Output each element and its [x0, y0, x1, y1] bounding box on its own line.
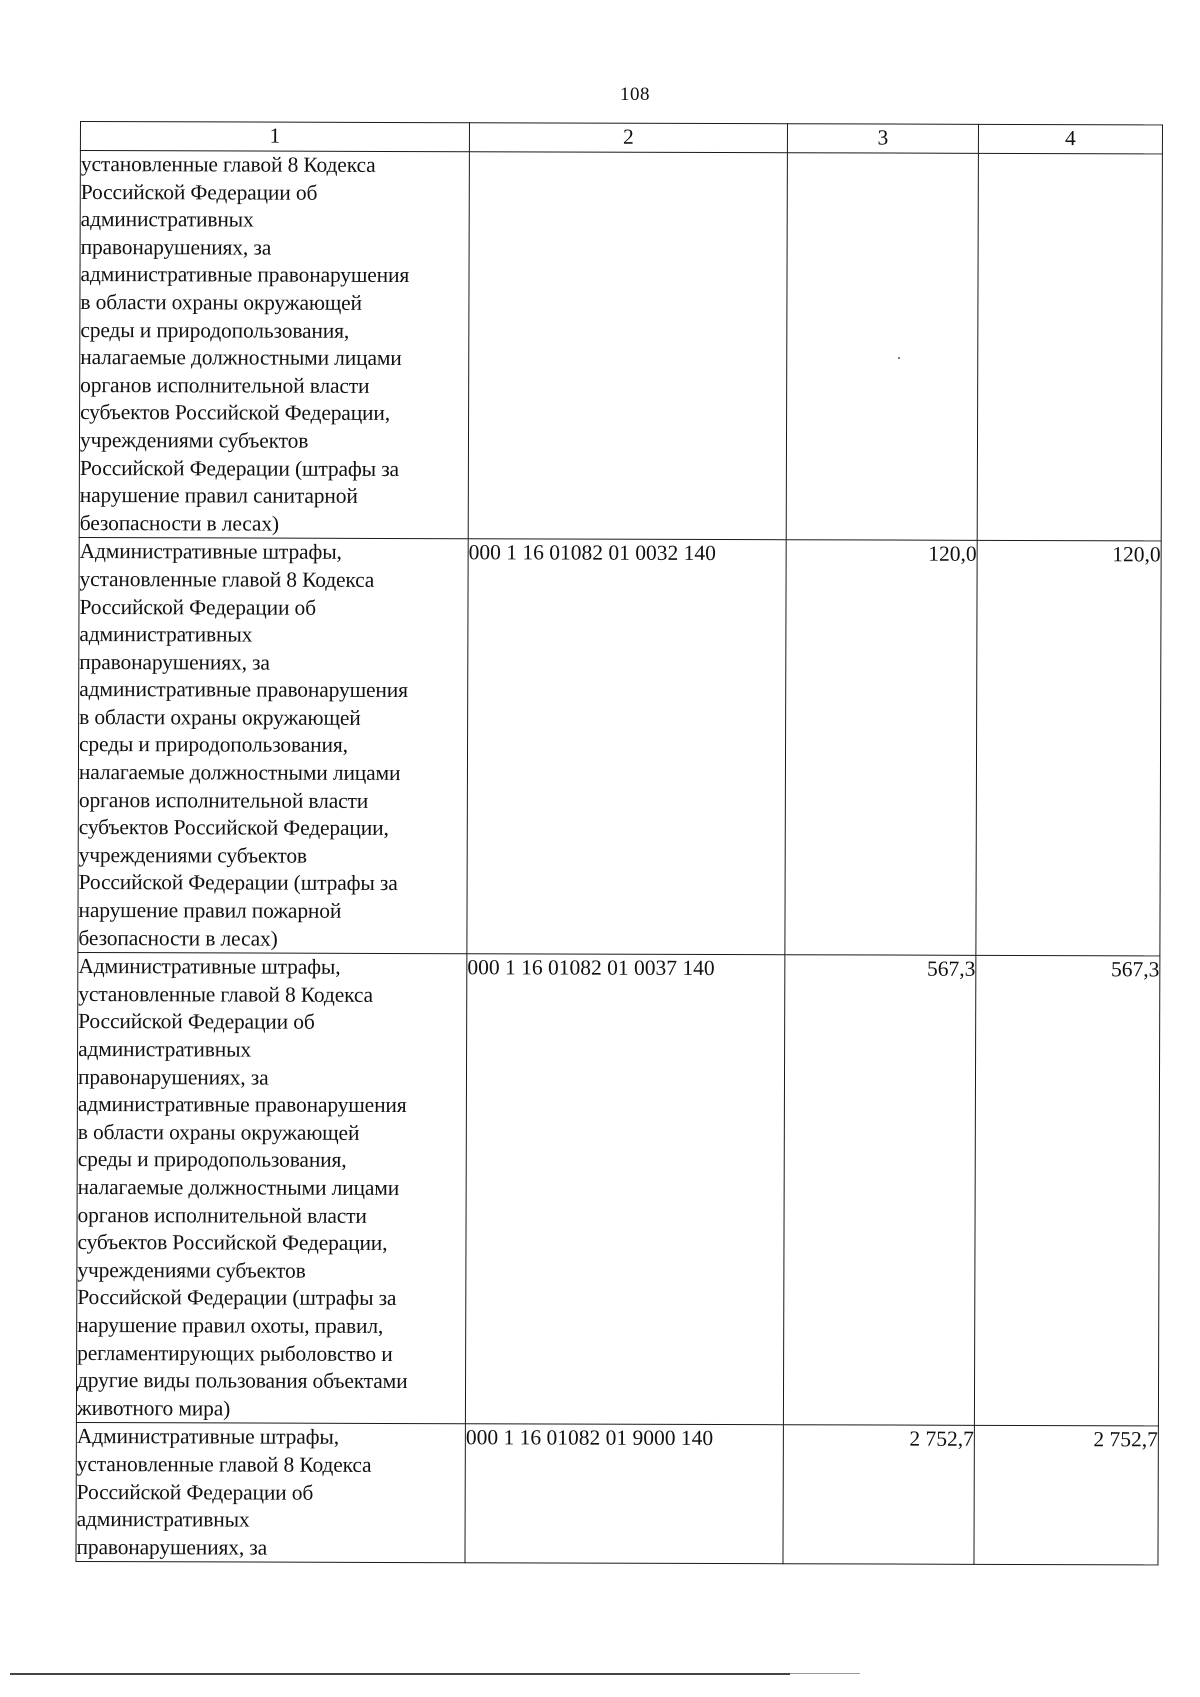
table-header-row: [80, 122, 1162, 154]
row-value-3: 567,3: [783, 955, 975, 1426]
column-header-4: 4: [978, 124, 1162, 154]
row-description: установленные главой 8 Кодекса Российской Федерации об административных правонарушениях, за административные правонарушения в области охраны окружающей среды и природопользования, налагаемые должностными лицами органов исполнительной власти субъектов Российской Федерации, учреждениями субъектов Российской Федерации (штрафы за нарушение правил санитарной безопасности в лесах): [79, 151, 469, 540]
table-row: [78, 538, 1161, 956]
table-row: [79, 151, 1162, 542]
row-value-3: 120,0: [785, 540, 977, 956]
row-value-3: 2 752,7: [783, 1425, 974, 1565]
page-edge-line: [10, 1673, 790, 1675]
table-row: [76, 1423, 1158, 1565]
page-number: 108: [620, 84, 650, 105]
row-value-4: [977, 153, 1162, 541]
column-header-1: 1: [80, 122, 469, 152]
row-description: Административные штрафы, установленные главой 8 Кодекса Российской Федерации об административных правонарушениях, за: [76, 1423, 465, 1563]
row-value-4: 2 752,7: [974, 1426, 1158, 1566]
table-row: [76, 953, 1159, 1426]
row-description: Административные штрафы, установленные главой 8 Кодекса Российской Федерации об административных правонарушениях, за административные правонарушения в области охраны окружающей среды и природопользования, налагаемые должностными лицами органов исполнительной власти субъектов Российской Федерации, учреждениями субъектов Российской Федерации (штрафы за нарушение правил охоты, правил, регламентирующих рыболовство и другие виды пользования объектами животного мира): [76, 953, 466, 1424]
column-header-2: 2: [469, 123, 787, 153]
row-value-4: 120,0: [976, 541, 1161, 956]
row-code: 000 1 16 01082 01 0032 140: [467, 539, 786, 955]
row-code: [468, 152, 787, 540]
column-header-3: 3: [787, 124, 978, 154]
revenue-table: [75, 121, 1163, 1566]
page-edge-line-faint: [790, 1673, 860, 1674]
row-value-3: [786, 153, 978, 541]
row-value-4: 567,3: [974, 956, 1159, 1427]
row-description: Административные штрафы, установленные главой 8 Кодекса Российской Федерации об административных правонарушениях, за административные правонарушения в области охраны окружающей среды и природопользования, налагаемые должностными лицами органов исполнительной власти субъектов Российской Федерации, учреждениями субъектов Российской Федерации (штрафы за нарушение правил пожарной безопасности в лесах): [78, 538, 468, 954]
row-code: 000 1 16 01082 01 0037 140: [465, 954, 784, 1425]
row-code: 000 1 16 01082 01 9000 140: [465, 1424, 783, 1564]
